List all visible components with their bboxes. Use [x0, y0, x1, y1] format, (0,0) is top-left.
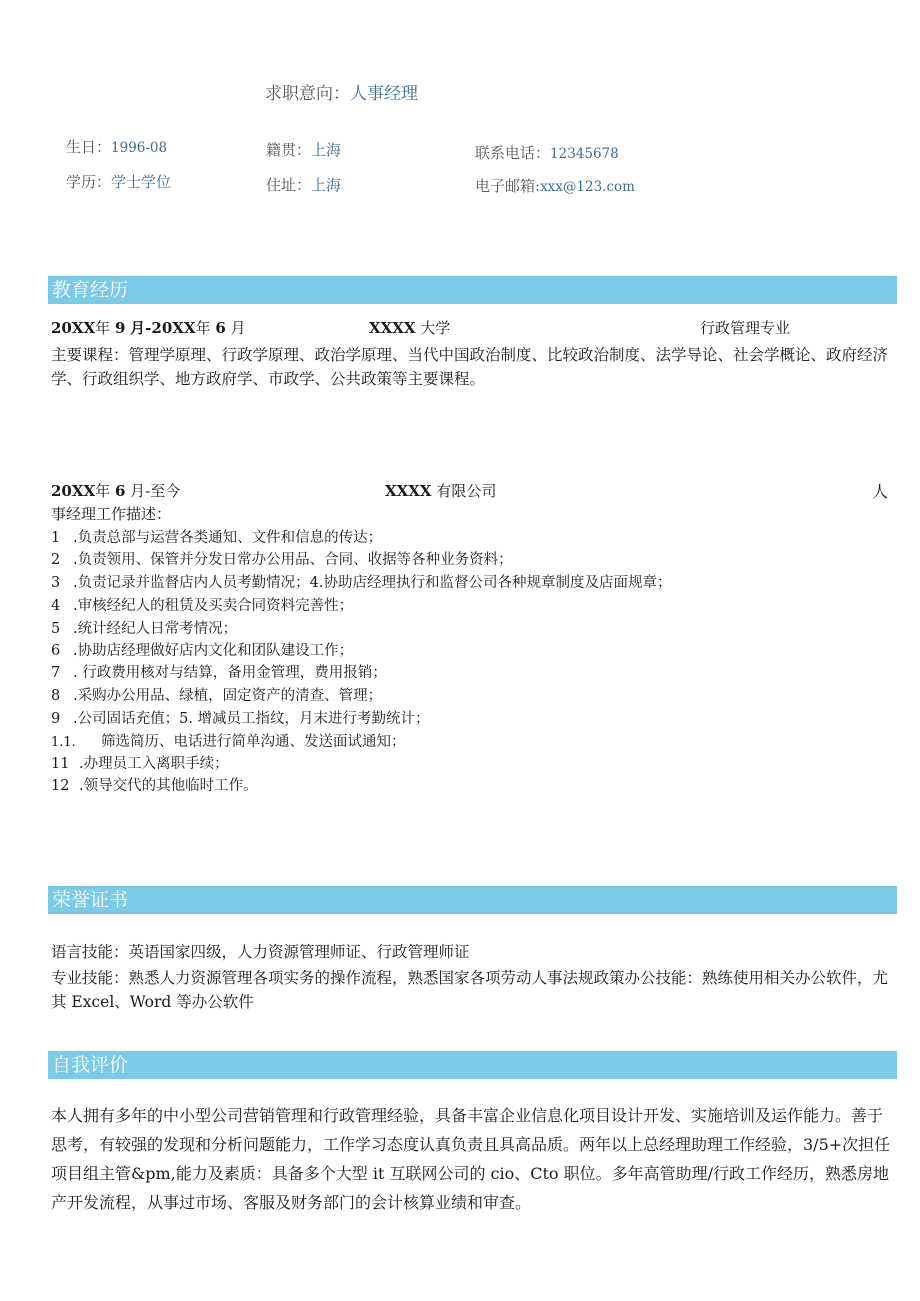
edu-period-c: 9 — [114, 319, 126, 337]
list-item — [51, 594, 353, 615]
item-text: .采购办公用品、绿植，固定资产的清查、管理； — [73, 688, 383, 704]
item-num: 6 — [51, 643, 61, 659]
origin-label: 籍贯： — [266, 141, 312, 159]
edu-period-g: 月 — [230, 319, 246, 337]
item-text: .办理员工入离职手续； — [79, 756, 229, 772]
honors-section-header: 荣誉证书 — [48, 886, 897, 914]
item-num: 12 — [51, 778, 70, 794]
origin — [266, 139, 341, 160]
origin-value: 上海 — [311, 141, 342, 159]
list-item — [51, 661, 387, 682]
education-period — [51, 317, 246, 338]
email — [475, 175, 635, 196]
item-num: 1.1. — [51, 735, 76, 750]
work-company — [385, 480, 496, 501]
phone-value: 12345678 — [550, 146, 619, 162]
list-item — [51, 526, 382, 547]
job-intent-value: 人事经理 — [350, 84, 418, 104]
edu-period-f: 6 — [215, 319, 226, 337]
birthday-value: 1996-08 — [111, 140, 168, 156]
school-rest: 大学 — [420, 319, 451, 337]
edu-period-b: 年 — [95, 319, 111, 337]
work-period-a: 20XX — [51, 482, 96, 500]
education-major: 行政管理专业 — [700, 319, 791, 337]
education-section-header: 教育经历 — [48, 276, 897, 304]
email-value: xxx@123.com — [540, 179, 635, 195]
email-label: 电子邮箱: — [475, 177, 541, 195]
item-text: .统计经纪人日常考情况； — [73, 621, 238, 637]
item-text: .公司固话充值；5. 增减员工指纹，月末进行考勤统计； — [73, 711, 430, 727]
work-role-rest: 事经理工作描述： — [51, 505, 172, 523]
work-period-d: 月-至今 — [130, 482, 181, 500]
honors-language: 语言技能：英语国家四级，人力资源管理师证、行政管理师证 — [51, 943, 470, 961]
self-section-header: 自我评价 — [48, 1051, 897, 1079]
edu-period-d: 月-20XX — [130, 319, 196, 337]
job-intent — [265, 79, 418, 104]
list-item — [51, 617, 237, 638]
item-text: .负责领用、保管并分发日常办公用品、合同、收据等各种业务资料； — [73, 552, 513, 568]
self-evaluation-text: 本人拥有多年的中小型公司营销管理和行政管理经验，具备丰富企业信息化项目设计开发、实施培训及运作能力。善于思考，有较强的发现和分析问题能力，工作学习态度认真负责且具高品质。两年以上总经理助理工作经验，3/5+次担任项目组主管&pm,能力及素质：具备多个大型 it 互联网公司的 cio、Cto 职位。多年高管助理/行政工作经历，熟悉房地产开发流程，从事过市场、客服及财务部门的会计核算业绩和审查。 — [51, 1106, 891, 1212]
item-text: 筛选简历、电话进行简单沟通、发送面试通知； — [101, 734, 406, 750]
item-num: 4 — [51, 598, 61, 614]
item-text: .审核经纪人的租赁及买卖合同资料完善性； — [73, 598, 354, 614]
education-school — [369, 317, 450, 338]
item-text: .协助店经理做好店内文化和团队建设工作； — [73, 643, 354, 659]
education-label: 学历： — [66, 173, 112, 191]
education-value: 学士学位 — [111, 173, 172, 191]
work-role-first: 人 — [872, 482, 889, 501]
list-item — [51, 774, 258, 795]
honors-professional: 专业技能：熟悉人力资源管理各项实务的操作流程，熟悉国家各项劳动人事法规政策办公技能：熟练使用相关办公软件，尤其 Excel、Word 等办公软件 — [51, 969, 889, 1011]
edu-period-a: 20XX — [51, 319, 96, 337]
item-text: .领导交代的其他临时工作。 — [79, 778, 258, 794]
phone-label: 联系电话： — [475, 144, 551, 162]
item-num: 7 — [51, 665, 61, 681]
school-bold: XXXX — [369, 319, 416, 337]
edu-period-e: 年 — [195, 319, 211, 337]
item-num: 3 — [51, 575, 61, 591]
list-item — [51, 707, 430, 728]
list-item — [51, 548, 513, 569]
work-period-b: 年 — [95, 482, 111, 500]
list-item — [51, 571, 671, 592]
company-rest: 有限公司 — [436, 482, 497, 500]
education-courses: 主要课程：管理学原理、行政学原理、政治学原理、当代中国政治制度、比较政治制度、法学导论、社会学概论、政府经济学、行政组织学、地方政府学、市政学、公共政策等主要课程。 — [51, 346, 889, 388]
item-num: 9 — [51, 711, 61, 727]
address-value: 上海 — [311, 176, 342, 194]
item-num: 2 — [51, 552, 61, 568]
item-num: 1 — [51, 530, 61, 546]
item-num: 8 — [51, 688, 61, 704]
birthday-label: 生日： — [66, 138, 112, 156]
phone — [475, 142, 619, 163]
birthday — [66, 136, 167, 157]
item-text: . 行政费用核对与结算，备用金管理，费用报销； — [73, 665, 387, 681]
list-item — [51, 639, 353, 660]
item-num: 11 — [51, 756, 70, 772]
work-period — [51, 480, 180, 501]
company-bold: XXXX — [385, 482, 432, 500]
item-text: .负责总部与运营各类通知、文件和信息的传达； — [73, 530, 383, 546]
work-period-c: 6 — [114, 482, 126, 500]
education-degree — [66, 171, 171, 192]
item-num: 5 — [51, 621, 61, 637]
list-item — [51, 752, 229, 773]
address-label: 住址： — [266, 176, 312, 194]
job-intent-label: 求职意向： — [265, 84, 350, 104]
list-item — [51, 730, 406, 751]
list-item — [51, 684, 382, 705]
address — [266, 174, 341, 195]
item-text: .负责记录并监督店内人员考勤情况；4.协助店经理执行和监督公司各种规章制度及店面规章； — [73, 575, 672, 591]
